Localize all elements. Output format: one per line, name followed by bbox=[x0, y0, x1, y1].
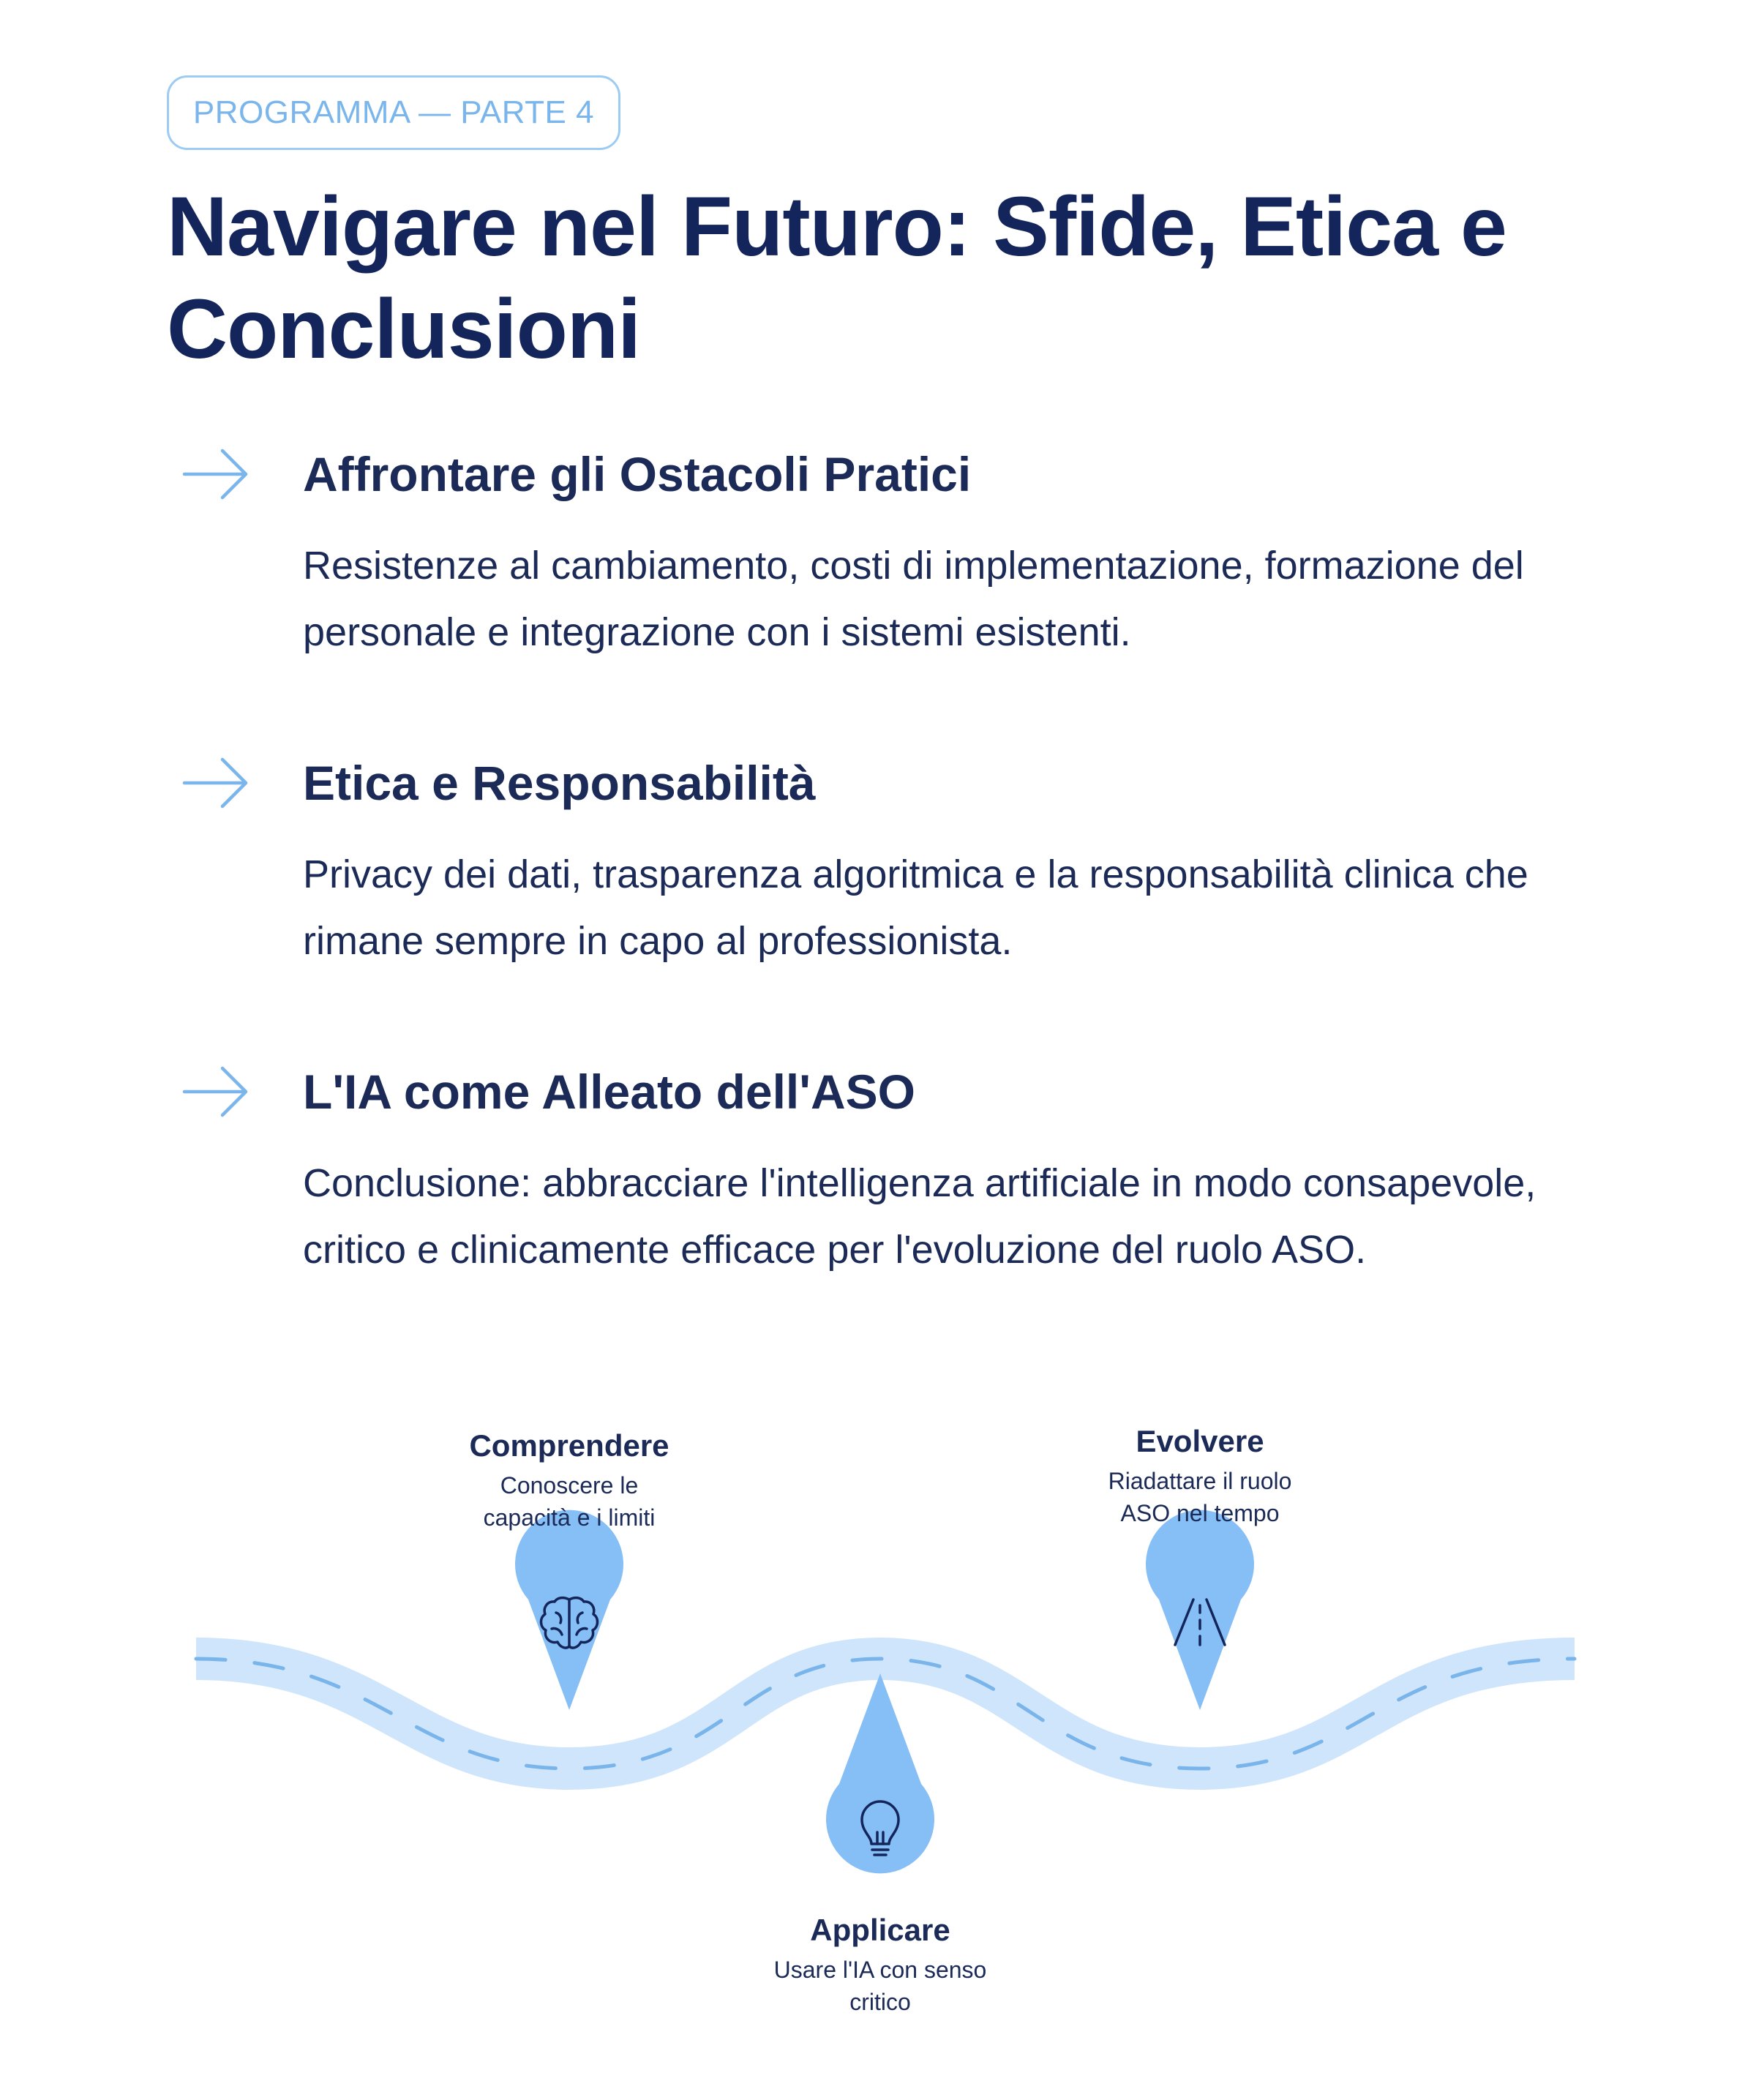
item-description: Conclusione: abbracciare l'intelligenza artificiale in modo consapevole, critico e clinicamente efficace per l'evoluzione del ruolo ASO. bbox=[303, 1161, 1536, 1272]
step-evolvere bbox=[1046, 1421, 1354, 1529]
step-subtitle-line: Riadattare il ruolo bbox=[1108, 1468, 1292, 1494]
item-title: Etica e Responsabilità bbox=[303, 756, 816, 810]
item-title: L'IA come Alleato dell'ASO bbox=[303, 1065, 915, 1119]
page-title: Navigare nel Futuro: Sfide, Etica e Conclusioni bbox=[167, 180, 1507, 376]
step-title: Applicare bbox=[810, 1913, 950, 1947]
step-subtitle-line: ASO nel tempo bbox=[1120, 1500, 1280, 1526]
step-subtitle-line: critico bbox=[849, 1989, 911, 2015]
map-pin-applicare bbox=[826, 1673, 934, 1873]
item-title: Affrontare gli Ostacoli Pratici bbox=[303, 447, 972, 501]
step-subtitle bbox=[727, 1954, 1034, 2018]
item-description: Resistenze al cambiamento, costi di implementazione, formazione del personale e integrazione con i sistemi esistenti. bbox=[303, 544, 1524, 654]
step-title: Evolvere bbox=[1136, 1424, 1264, 1458]
map-pin-evolvere bbox=[1146, 1510, 1254, 1710]
step-applicare bbox=[727, 1910, 1034, 2018]
step-subtitle bbox=[416, 1469, 723, 1534]
step-subtitle bbox=[1046, 1465, 1354, 1529]
step-comprendere bbox=[416, 1425, 723, 1534]
item-description: Privacy dei dati, trasparenza algoritmica e la responsabilità clinica che rimane sempre in capo al professionista. bbox=[303, 852, 1528, 963]
section-badge: PROGRAMMA — PARTE 4 bbox=[167, 75, 620, 150]
step-subtitle-line: capacità e i limiti bbox=[483, 1504, 656, 1531]
step-title: Comprendere bbox=[469, 1428, 669, 1463]
map-pin-comprendere bbox=[515, 1510, 623, 1710]
step-subtitle-line: Conoscere le bbox=[500, 1472, 639, 1499]
step-subtitle-line: Usare l'IA con senso bbox=[773, 1957, 987, 1983]
